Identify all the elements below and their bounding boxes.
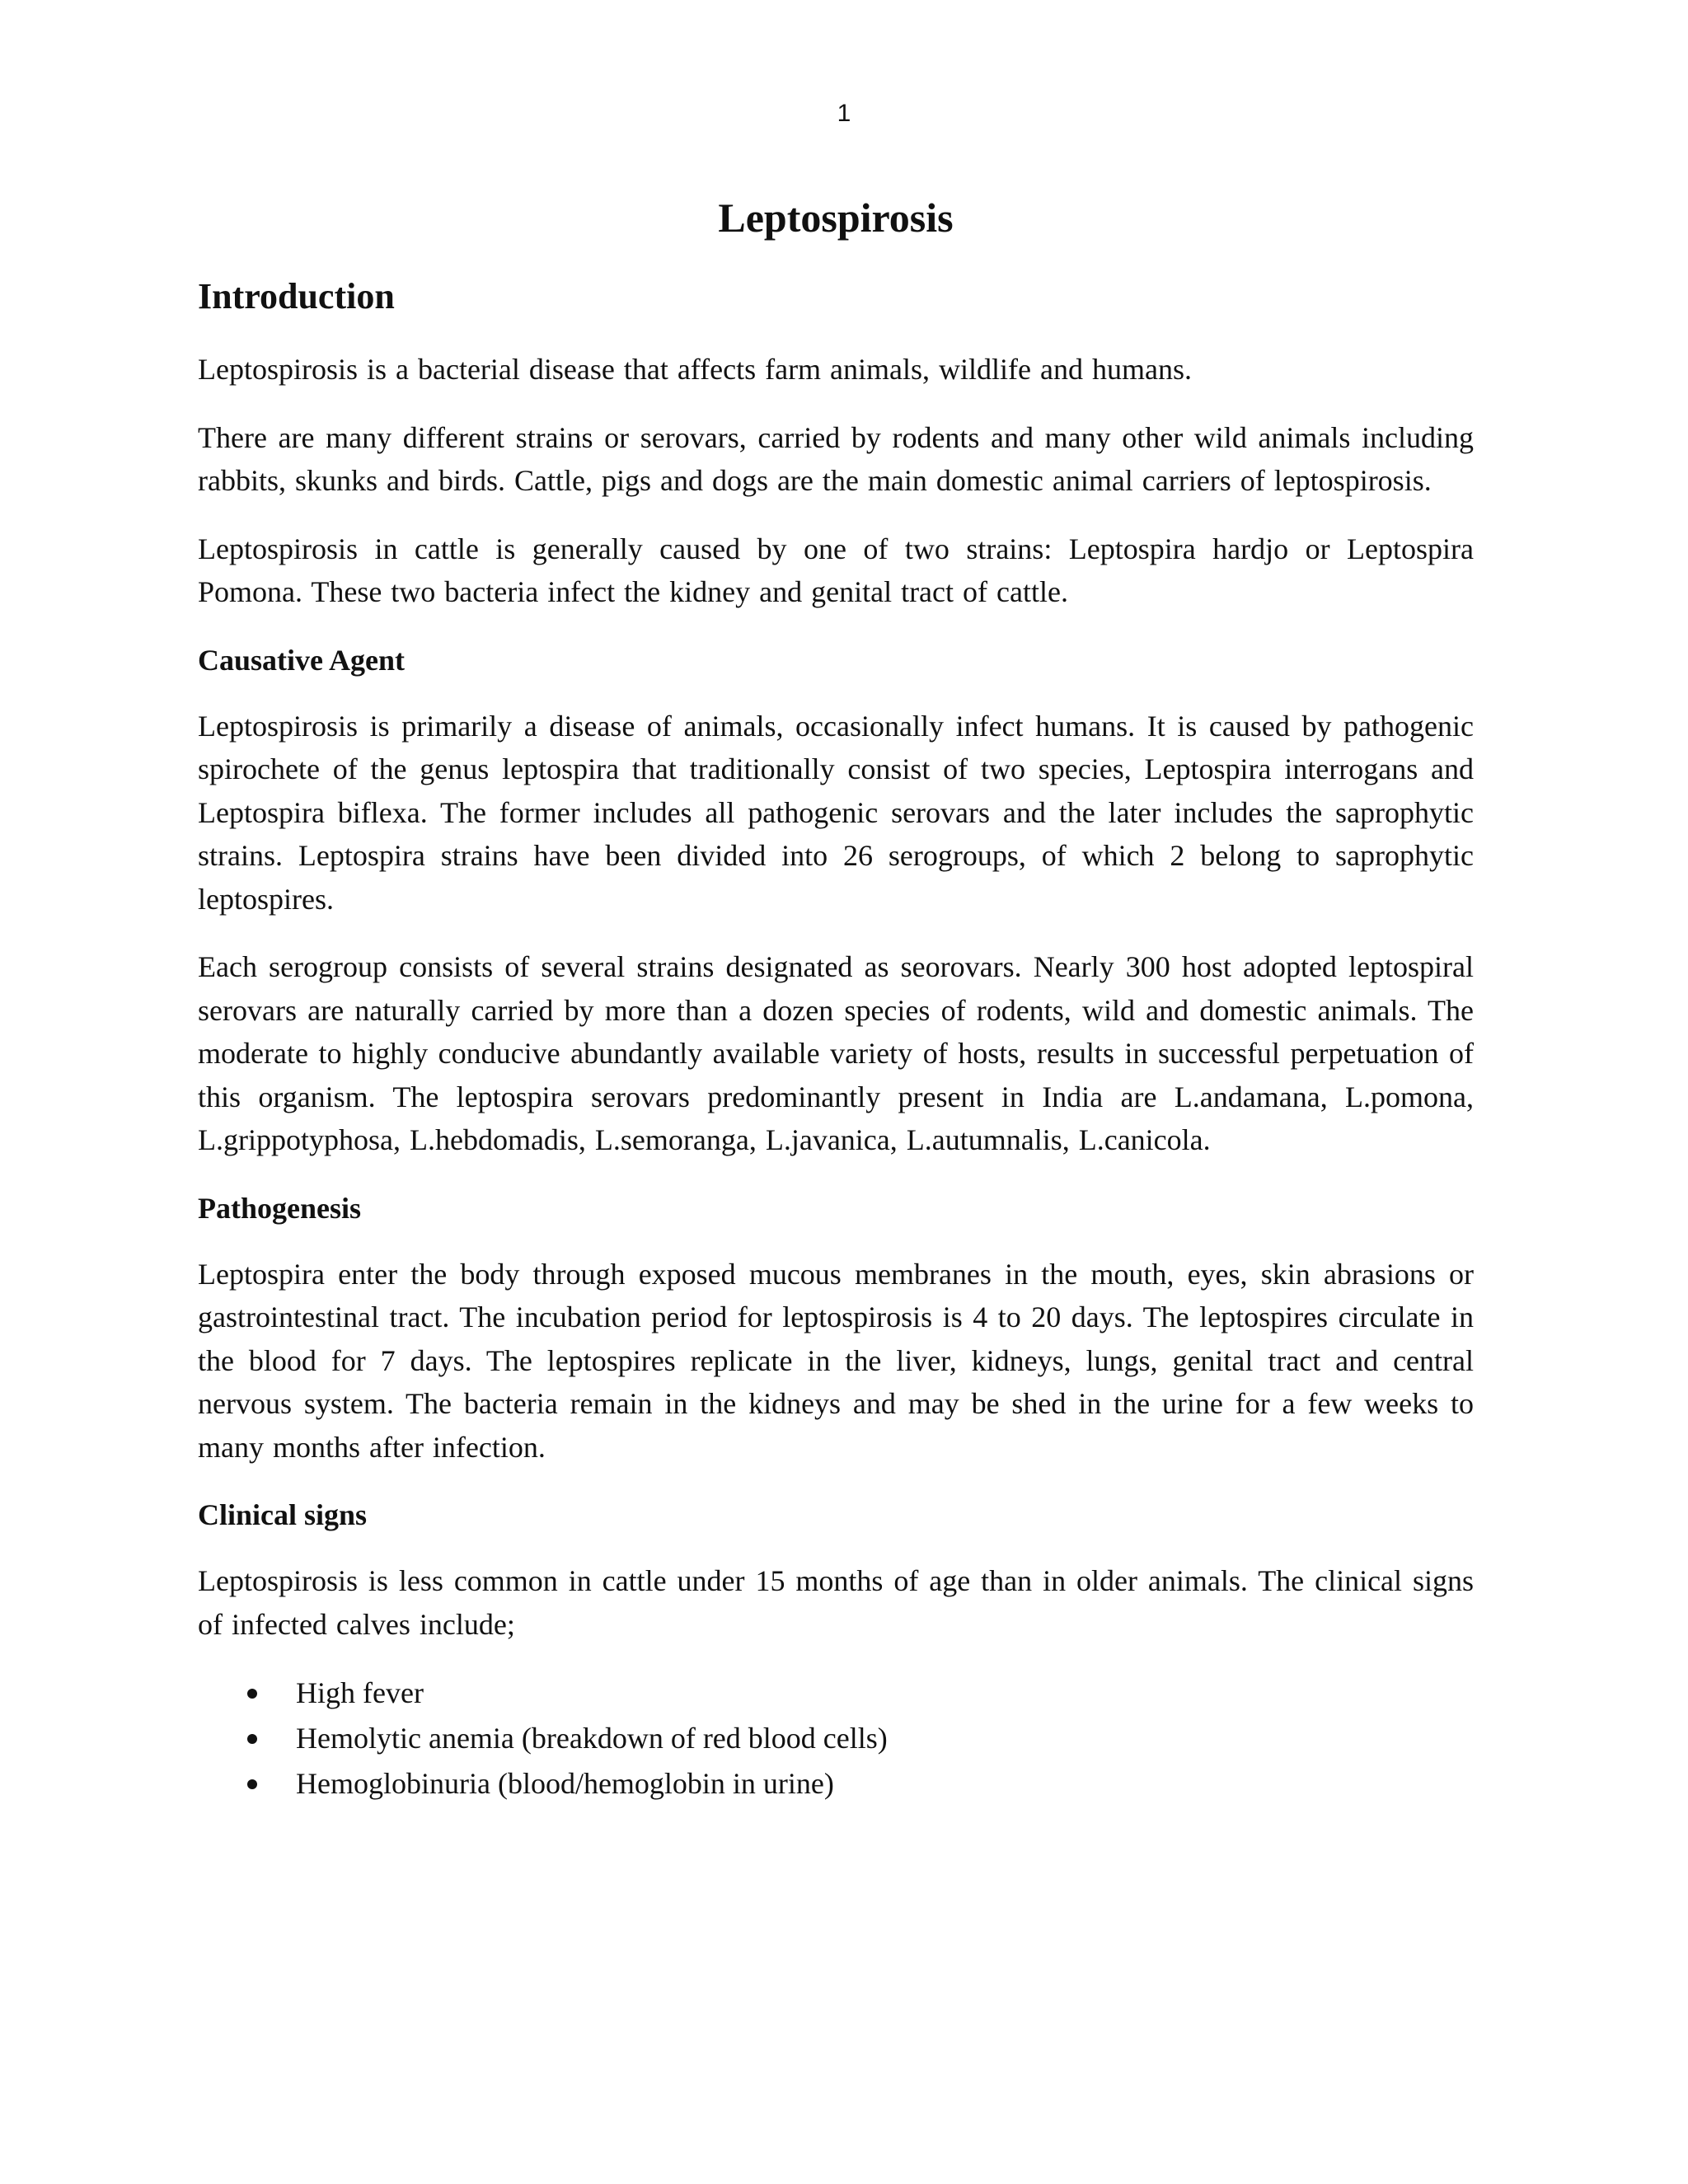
- page-number: 1: [837, 100, 851, 127]
- list-item-text: High fever: [296, 1676, 424, 1709]
- introduction-paragraph: Leptospirosis is a bacterial disease that affects farm animals, wildlife and humans.: [198, 353, 1192, 386]
- bullet-icon: [247, 1779, 257, 1789]
- introduction-paragraph: Leptospirosis in cattle is generally caused by one of two strains: Leptospira hardjo or Leptospira Pomona. These two bacteria infect the kidney and genital tract of cattle.: [198, 532, 1474, 608]
- introduction-paragraph: There are many different strains or serovars, carried by rodents and many other wild animals including rabbits, skunks and birds. Cattle, pigs and dogs are the main domestic animal carriers of leptospirosis.: [198, 420, 1474, 497]
- document-body: [198, 191, 1474, 1807]
- bullet-icon: [247, 1734, 257, 1744]
- pathogenesis-paragraph: Leptospira enter the body through exposed mucous membranes in the mouth, eyes, skin abrasions or gastrointestinal tract. The incubation period for leptospirosis is 4 to 20 days. The leptospires circulate in the blood for 7 days. The leptospires replicate in the liver, kidneys, lungs, genital tract and central nervous system. The bacteria remain in the kidneys and may be shed in the urine for a few weeks to many months after infection.: [198, 1257, 1474, 1464]
- introduction-heading: Introduction: [198, 276, 395, 316]
- clinical-signs-paragraph: Leptospirosis is less common in cattle under 15 months of age than in older animals. The clinical signs of infected calves include;: [198, 1564, 1474, 1641]
- causative-agent-paragraph: Each serogroup consists of several strains designated as seorovars. Nearly 300 host adopted leptospiral serovars are naturally carried by more than a dozen species of rodents, wild and domestic animals. The moderate to highly conducive abundantly available variety of hosts, results in successful perpetuation of this organism. The leptospira serovars predominantly present in India are L.andamana, L.pomona, L.grippotyphosa, L.hebdomadis, L.semoranga, L.javanica, L.autumnalis, L.canicola.: [198, 950, 1474, 1156]
- causative-agent-paragraph: Leptospirosis is primarily a disease of animals, occasionally infect humans. It is caused by pathogenic spirochete of the genus leptospira that traditionally consist of two species, Leptospira interrogans and Leptospira biflexa. The former includes all pathogenic serovars and the later includes the saprophytic strains. Leptospira strains have been divided into 26 serogroups, of which 2 belong to saprophytic leptospires.: [198, 709, 1474, 916]
- list-item: [247, 1671, 1474, 1716]
- list-item-text: Hemoglobinuria (blood/hemoglobin in urine): [296, 1767, 834, 1800]
- clinical-signs-list: [198, 1671, 1474, 1807]
- bullet-icon: [247, 1689, 257, 1699]
- clinical-signs-heading: Clinical signs: [198, 1498, 368, 1531]
- list-item-text: Hemolytic anemia (breakdown of red blood cells): [296, 1722, 888, 1755]
- document-title: Leptospirosis: [718, 194, 954, 241]
- list-item: [247, 1716, 1474, 1761]
- list-item: [247, 1761, 1474, 1807]
- causative-agent-heading: Causative Agent: [198, 643, 405, 677]
- pathogenesis-heading: Pathogenesis: [198, 1191, 361, 1225]
